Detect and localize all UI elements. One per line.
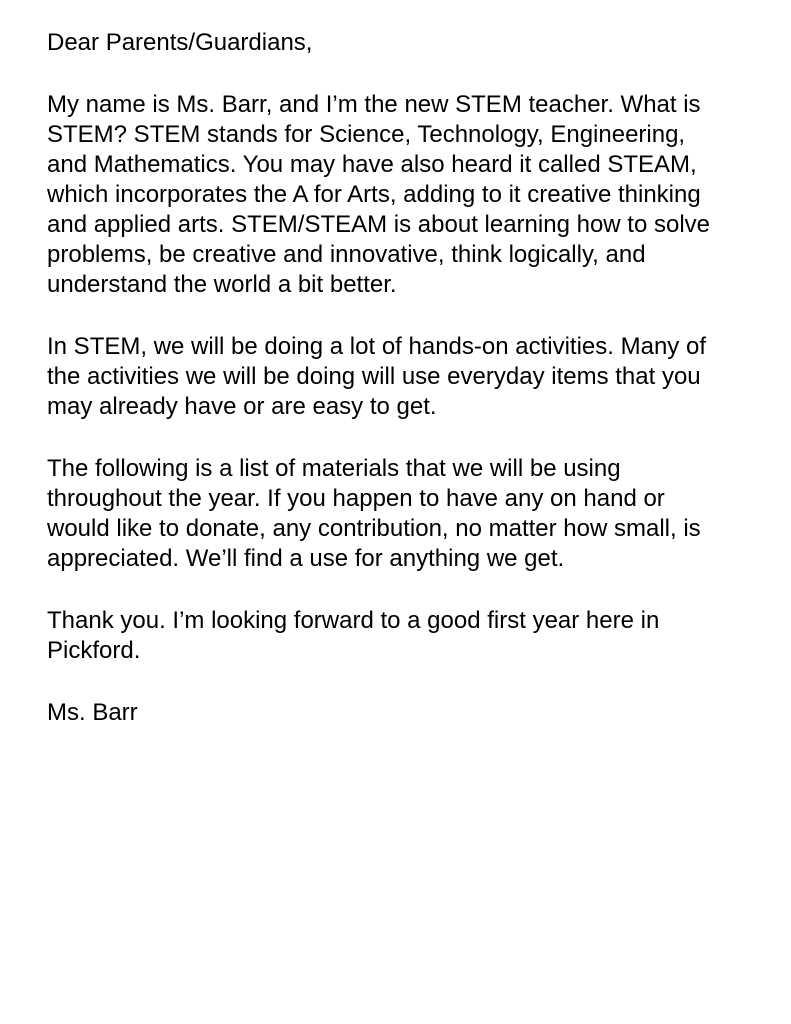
paragraph-line: which incorporates the A for Arts, adding to it creative thinking (47, 181, 701, 208)
paragraph-line: Pickford. (47, 637, 141, 664)
paragraph-line: and applied arts. STEM/STEAM is about learning how to solve (47, 211, 710, 238)
paragraph-line: may already have or are easy to get. (47, 393, 437, 420)
letter-body (47, 28, 777, 760)
paragraph-line: and Mathematics. You may have also heard it called STEAM, (47, 151, 697, 178)
paragraph-line: My name is Ms. Barr, and I’m the new STEM teacher. What is (47, 91, 701, 118)
paragraph-line: Thank you. I’m looking forward to a good first year here in (47, 607, 660, 634)
paragraph-line: The following is a list of materials that we will be using (47, 455, 621, 482)
paragraph-line: appreciated. We’ll find a use for anything we get. (47, 545, 565, 572)
letter-signature: Ms. Barr (47, 699, 138, 726)
paragraph-line: the activities we will be doing will use everyday items that you (47, 363, 701, 390)
paragraph-line: problems, be creative and innovative, think logically, and (47, 241, 646, 268)
letter-greeting: Dear Parents/Guardians, (47, 29, 313, 56)
paragraph-line: understand the world a bit better. (47, 271, 397, 298)
paragraph-line: would like to donate, any contribution, no matter how small, is (47, 515, 701, 542)
paragraph-line: In STEM, we will be doing a lot of hands-on activities. Many of (47, 333, 706, 360)
paragraph-introduction (47, 90, 777, 300)
paragraph-line: throughout the year. If you happen to have any on hand or (47, 485, 665, 512)
paragraph-thank-you (47, 606, 777, 666)
paragraph-materials (47, 454, 777, 574)
paragraph-activities (47, 332, 777, 422)
paragraph-line: STEM? STEM stands for Science, Technology, Engineering, (47, 121, 686, 148)
